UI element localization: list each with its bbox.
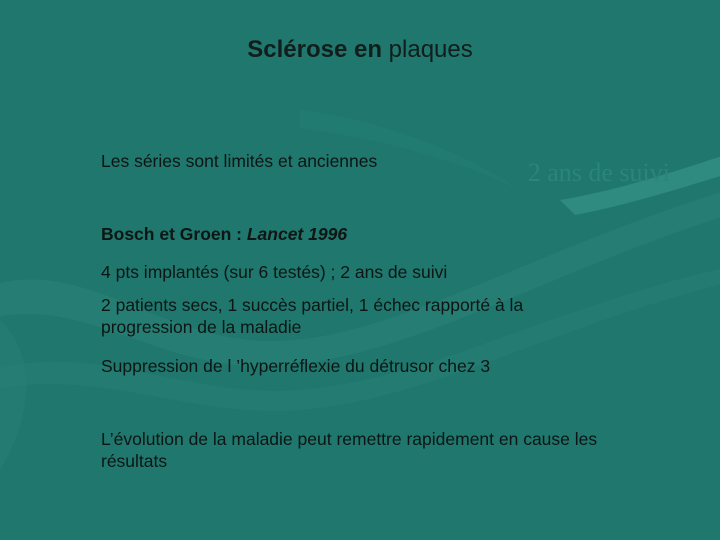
reference-journal: Lancet 1996 (246, 224, 348, 244)
bullet-evolution: L’évolution de la maladie peut remettre rapidement en cause les résultats (101, 429, 598, 471)
title-strong: Sclérose en (247, 36, 382, 63)
bullet-outcomes: 2 patients secs, 1 succès partiel, 1 échec rapporté à la progression de la maladie (101, 295, 524, 337)
bullet-reference (101, 223, 601, 245)
reference-authors: Bosch et Groen : (101, 224, 247, 244)
bullet-hyperreflexia: Suppression de l ’hyperréflexie du détrusor chez 3 (101, 356, 491, 376)
slide-title (0, 36, 720, 64)
bullet-series: Les séries sont limités et anciennes (101, 151, 378, 171)
ghost-overlay-text: 2 ans de suivi (527, 158, 670, 187)
title-light: plaques (388, 36, 473, 63)
bullet-implanted: 4 pts implantés (sur 6 testés) ; 2 ans de suivi (101, 262, 448, 282)
